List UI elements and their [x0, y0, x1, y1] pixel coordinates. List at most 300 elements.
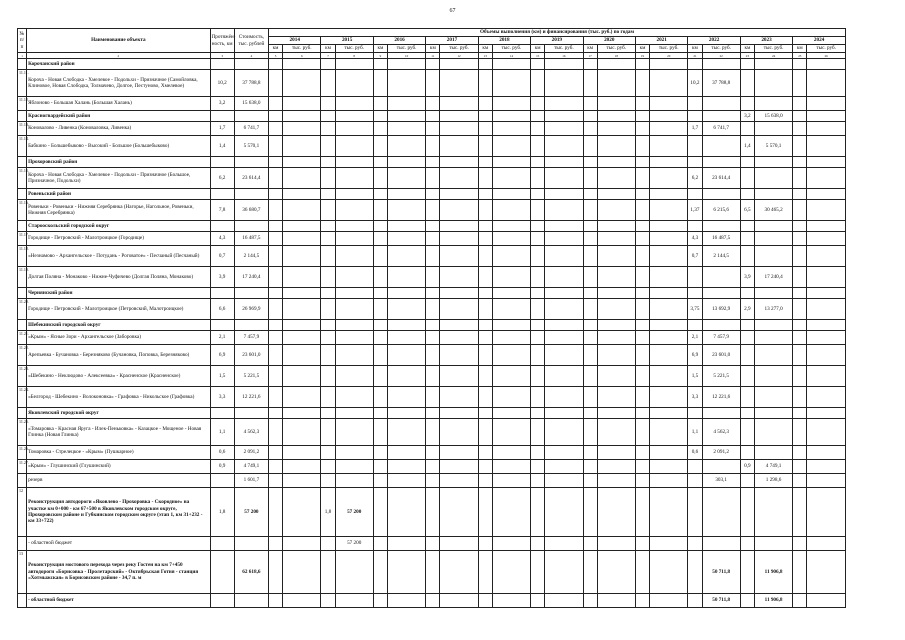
year-km: [478, 594, 492, 608]
column-number: 19: [635, 53, 649, 59]
year-km: [583, 122, 597, 136]
year-rub: [597, 320, 635, 331]
year-km: [269, 551, 283, 594]
year-km: [373, 136, 387, 157]
year-rub: [387, 157, 425, 168]
year-rub: [702, 408, 740, 419]
year-km: [321, 537, 335, 551]
year-km: [269, 320, 283, 331]
object-name: Реконструкция мостового перехода через реку Гостен на км 7+450 автодороги «Борисовка - Пролетарский» - Октябрьская Готня - станция «Хотмыжская» в Борисовском районе - 34,7 п. м: [27, 551, 211, 594]
year-km: [793, 157, 807, 168]
year-km: [688, 288, 702, 299]
year-km: [531, 157, 545, 168]
year-km: [269, 246, 283, 267]
year-rub: [387, 594, 425, 608]
year-rub: [545, 331, 583, 345]
year-rub: [440, 157, 478, 168]
header-year: 2014: [269, 37, 321, 45]
table-row: [18, 168, 846, 189]
year-rub: [545, 221, 583, 232]
year-km: [688, 488, 702, 537]
column-number: 23: [740, 53, 754, 59]
year-rub: [754, 189, 792, 200]
year-rub: [283, 331, 321, 345]
column-number: 15: [531, 53, 545, 59]
table-row: [18, 537, 846, 551]
year-km: [740, 320, 754, 331]
year-rub: [597, 288, 635, 299]
row-length: [210, 408, 234, 419]
year-rub: [440, 320, 478, 331]
year-rub: [440, 189, 478, 200]
year-rub: [283, 200, 321, 221]
year-km: [269, 446, 283, 460]
year-km: [478, 408, 492, 419]
year-km: [373, 408, 387, 419]
year-km: [478, 419, 492, 446]
section-title: Шебекинский городской округ: [27, 320, 211, 331]
year-km: [426, 331, 440, 345]
row-number: 11.14.: [18, 136, 27, 157]
year-rub: 1 298,6: [754, 474, 792, 488]
column-number: 2: [27, 53, 211, 59]
year-km: [531, 232, 545, 246]
object-name: Томаровка - Стрелецкое - «Крым» (Пушкарное): [27, 446, 211, 460]
year-km: [426, 221, 440, 232]
year-km: [373, 320, 387, 331]
year-rub: [650, 299, 688, 320]
row-number: 11.27.: [18, 460, 27, 474]
row-cost: 17 240,4: [234, 267, 268, 288]
table-row: [18, 70, 846, 97]
year-rub: [440, 111, 478, 122]
header-unit: тыс. руб.: [597, 45, 635, 53]
year-km: [583, 320, 597, 331]
year-rub: [492, 70, 530, 97]
year-rub: [440, 246, 478, 267]
year-km: [426, 408, 440, 419]
year-km: [426, 446, 440, 460]
year-rub: [335, 168, 373, 189]
year-km: [688, 474, 702, 488]
year-rub: [283, 460, 321, 474]
row-cost: 23 601,0: [234, 345, 268, 366]
year-rub: [597, 460, 635, 474]
year-rub: [440, 366, 478, 387]
year-km: [373, 288, 387, 299]
year-rub: [440, 537, 478, 551]
object-name: Арепьевка - Бучановка - Березняково (Бучановка, Поповка, Березняково): [27, 345, 211, 366]
year-rub: [492, 122, 530, 136]
year-km: [321, 460, 335, 474]
year-km: [426, 488, 440, 537]
year-km: [373, 537, 387, 551]
year-km: [531, 594, 545, 608]
year-km: [269, 136, 283, 157]
header-name: Наименование объекта: [27, 29, 211, 53]
year-rub: [650, 320, 688, 331]
year-km: [793, 288, 807, 299]
year-km: [373, 594, 387, 608]
row-number: 13: [18, 551, 27, 594]
year-km: [688, 267, 702, 288]
year-km: [635, 200, 649, 221]
year-km: [740, 331, 754, 345]
row-length: [210, 551, 234, 594]
year-rub: [702, 97, 740, 111]
year-km: [740, 221, 754, 232]
year-rub: [702, 537, 740, 551]
row-length: [210, 189, 234, 200]
header-year: 2023: [740, 37, 792, 45]
year-rub: [283, 221, 321, 232]
year-km: [373, 299, 387, 320]
year-rub: [387, 232, 425, 246]
year-rub: [807, 221, 846, 232]
year-rub: [702, 157, 740, 168]
row-cost: [234, 157, 268, 168]
year-rub: 5 221,5: [702, 366, 740, 387]
year-rub: [335, 387, 373, 408]
year-km: [740, 419, 754, 446]
row-number: 11.18.: [18, 246, 27, 267]
year-rub: [387, 331, 425, 345]
year-km: [531, 460, 545, 474]
year-rub: 13 692,9: [702, 299, 740, 320]
year-km: [426, 70, 440, 97]
year-km: [478, 189, 492, 200]
year-km: [373, 232, 387, 246]
year-km: [583, 70, 597, 97]
year-rub: [440, 474, 478, 488]
year-km: [531, 488, 545, 537]
year-rub: [492, 331, 530, 345]
row-length: 0,9: [210, 460, 234, 474]
year-km: [478, 331, 492, 345]
year-km: [531, 366, 545, 387]
year-km: [478, 320, 492, 331]
object-name: - областной бюджет: [27, 537, 211, 551]
year-km: [583, 594, 597, 608]
year-rub: [702, 221, 740, 232]
column-number: 26: [807, 53, 846, 59]
year-rub: [754, 246, 792, 267]
row-number: [18, 59, 27, 70]
year-km: [426, 246, 440, 267]
year-km: [478, 299, 492, 320]
column-number: 18: [597, 53, 635, 59]
object-name: Городище - Петровский - Малотроицкое (Городище): [27, 232, 211, 246]
year-rub: [650, 168, 688, 189]
row-length: 3,2: [210, 97, 234, 111]
year-rub: [492, 551, 530, 594]
year-km: [635, 288, 649, 299]
row-cost: [234, 537, 268, 551]
year-rub: [545, 460, 583, 474]
year-rub: [597, 408, 635, 419]
header-unit: км: [793, 45, 807, 53]
year-km: [583, 537, 597, 551]
year-rub: [492, 111, 530, 122]
year-rub: [387, 189, 425, 200]
year-km: 1,8: [321, 488, 335, 537]
year-rub: [283, 419, 321, 446]
row-number: [18, 537, 27, 551]
column-number: 7: [321, 53, 335, 59]
year-km: [426, 288, 440, 299]
year-rub: [545, 136, 583, 157]
year-km: [478, 446, 492, 460]
section-title: Ровеньский район: [27, 189, 211, 200]
year-rub: [387, 488, 425, 537]
year-km: [635, 299, 649, 320]
row-cost: 15 638,0: [234, 97, 268, 111]
year-km: [635, 366, 649, 387]
year-rub: [440, 288, 478, 299]
year-km: [583, 419, 597, 446]
object-name: Реконструкция автодороги «Яковлево - Прохоровка - Скородное» на участке км 0+000 - км 67+500 в Яковлевском городском округе, Прохоровском районе и Губкинском городском округе (этап 1, км 31+232 - км 33+722): [27, 488, 211, 537]
year-rub: 23 614,4: [702, 168, 740, 189]
year-rub: 57 200: [335, 537, 373, 551]
year-rub: [545, 537, 583, 551]
section-row: [18, 59, 846, 70]
year-rub: [597, 446, 635, 460]
year-km: [269, 408, 283, 419]
table-row: [18, 136, 846, 157]
year-rub: [335, 419, 373, 446]
year-rub: [545, 594, 583, 608]
year-km: [478, 460, 492, 474]
section-row: [18, 320, 846, 331]
year-km: [373, 345, 387, 366]
year-km: [426, 537, 440, 551]
year-rub: [597, 267, 635, 288]
year-km: [635, 419, 649, 446]
year-km: [583, 288, 597, 299]
year-rub: [807, 460, 846, 474]
year-rub: [597, 232, 635, 246]
year-rub: 57 200: [335, 488, 373, 537]
row-cost: 2 144,5: [234, 246, 268, 267]
row-cost: 7 457,9: [234, 331, 268, 345]
year-rub: [387, 136, 425, 157]
year-rub: [387, 320, 425, 331]
year-km: [793, 299, 807, 320]
row-length: 10,2: [210, 70, 234, 97]
year-rub: [545, 320, 583, 331]
year-rub: 13 277,0: [754, 299, 792, 320]
table-row: [18, 299, 846, 320]
year-km: [583, 267, 597, 288]
year-rub: [335, 111, 373, 122]
year-rub: [440, 267, 478, 288]
table-row: [18, 345, 846, 366]
section-title: Старооскольский городской округ: [27, 221, 211, 232]
year-rub: 23 601,0: [702, 345, 740, 366]
year-rub: [597, 70, 635, 97]
row-length: [210, 221, 234, 232]
year-km: [583, 136, 597, 157]
row-length: 6,9: [210, 345, 234, 366]
year-km: [426, 122, 440, 136]
year-km: [531, 387, 545, 408]
year-km: [373, 221, 387, 232]
year-rub: [807, 551, 846, 594]
year-km: [373, 551, 387, 594]
year-km: [635, 320, 649, 331]
year-rub: [283, 97, 321, 111]
year-rub: [283, 136, 321, 157]
object-name: «Томаровка - Красная Яруга - Илек-Пеньковка» - Казацкое - Мощеное - Новая Глинка (Новая Глинка): [27, 419, 211, 446]
year-km: [373, 460, 387, 474]
year-km: 10,2: [688, 70, 702, 97]
year-km: [740, 232, 754, 246]
row-cost: 57 200: [234, 488, 268, 537]
table-row: [18, 331, 846, 345]
year-rub: 5 570,1: [754, 136, 792, 157]
year-rub: [702, 320, 740, 331]
year-rub: [492, 232, 530, 246]
year-km: [793, 387, 807, 408]
object-name: Городище - Петровский - Малотроицкое (Петровский, Малотроицкое): [27, 299, 211, 320]
row-number: [18, 594, 27, 608]
column-number: 12: [440, 53, 478, 59]
year-km: [688, 594, 702, 608]
year-rub: [754, 232, 792, 246]
header-unit: км: [635, 45, 649, 53]
year-km: [688, 408, 702, 419]
column-number: 10: [387, 53, 425, 59]
year-rub: [807, 200, 846, 221]
table-row: [18, 474, 846, 488]
year-km: [373, 366, 387, 387]
year-rub: [335, 551, 373, 594]
year-km: [373, 70, 387, 97]
year-km: [373, 97, 387, 111]
header-no: № п/п: [18, 29, 27, 53]
year-km: [321, 419, 335, 446]
header-year: 2017: [426, 37, 478, 45]
year-km: [269, 267, 283, 288]
year-km: [793, 551, 807, 594]
year-km: [269, 331, 283, 345]
row-length: 1,4: [210, 136, 234, 157]
year-rub: [492, 97, 530, 111]
year-km: [531, 246, 545, 267]
year-km: [793, 200, 807, 221]
year-km: [269, 70, 283, 97]
year-km: [373, 474, 387, 488]
year-rub: [702, 288, 740, 299]
year-rub: [650, 460, 688, 474]
year-rub: [545, 157, 583, 168]
year-rub: [754, 537, 792, 551]
year-rub: [492, 288, 530, 299]
year-km: [688, 157, 702, 168]
year-km: [321, 474, 335, 488]
table-row: [18, 267, 846, 288]
year-km: 0,6: [688, 446, 702, 460]
year-rub: [597, 331, 635, 345]
year-km: [373, 200, 387, 221]
row-cost: 12 221,6: [234, 387, 268, 408]
year-rub: [387, 460, 425, 474]
year-rub: [545, 345, 583, 366]
year-rub: [335, 200, 373, 221]
header-unit: тыс. руб.: [807, 45, 846, 53]
year-rub: [283, 168, 321, 189]
year-rub: [440, 387, 478, 408]
table-row: [18, 488, 846, 537]
year-km: [531, 446, 545, 460]
year-rub: [545, 299, 583, 320]
year-km: [373, 157, 387, 168]
year-rub: [650, 419, 688, 446]
row-number: [18, 157, 27, 168]
row-number: 11.12.: [18, 97, 27, 111]
column-number: 22: [702, 53, 740, 59]
year-km: 1,7: [688, 122, 702, 136]
year-rub: [597, 345, 635, 366]
object-name: Короча - Новая Слободка - Хмелевое - Подольхи - Призначное (Большое, Призначное, Подольхи): [27, 168, 211, 189]
year-km: [269, 537, 283, 551]
year-km: [793, 97, 807, 111]
year-rub: [492, 366, 530, 387]
year-km: [635, 59, 649, 70]
year-km: [635, 157, 649, 168]
year-rub: 11 906,8: [754, 594, 792, 608]
year-rub: [387, 288, 425, 299]
header-unit: км: [321, 45, 335, 53]
year-km: [688, 189, 702, 200]
year-rub: [807, 136, 846, 157]
year-rub: [387, 97, 425, 111]
year-rub: [807, 299, 846, 320]
year-km: [793, 70, 807, 97]
column-number: 17: [583, 53, 597, 59]
year-rub: [650, 408, 688, 419]
year-km: 6,9: [688, 345, 702, 366]
year-km: [531, 320, 545, 331]
year-rub: [492, 594, 530, 608]
year-rub: [283, 537, 321, 551]
header-year: 2020: [583, 37, 635, 45]
year-rub: [335, 246, 373, 267]
row-length: [210, 111, 234, 122]
year-rub: [597, 488, 635, 537]
row-number: 11.19.: [18, 267, 27, 288]
year-rub: [754, 408, 792, 419]
year-km: [583, 460, 597, 474]
year-km: [321, 551, 335, 594]
year-km: [531, 331, 545, 345]
year-rub: [807, 288, 846, 299]
object-name: Коновалово - Ливенка (Коноваловка, Ливенка): [27, 122, 211, 136]
year-km: [531, 189, 545, 200]
year-rub: [545, 122, 583, 136]
year-km: [321, 320, 335, 331]
year-km: [635, 189, 649, 200]
year-km: [635, 70, 649, 97]
year-rub: 17 240,4: [754, 267, 792, 288]
year-rub: [702, 111, 740, 122]
year-km: [478, 200, 492, 221]
year-rub: [650, 331, 688, 345]
year-rub: [387, 59, 425, 70]
year-rub: [650, 221, 688, 232]
year-km: [793, 446, 807, 460]
year-km: [531, 537, 545, 551]
